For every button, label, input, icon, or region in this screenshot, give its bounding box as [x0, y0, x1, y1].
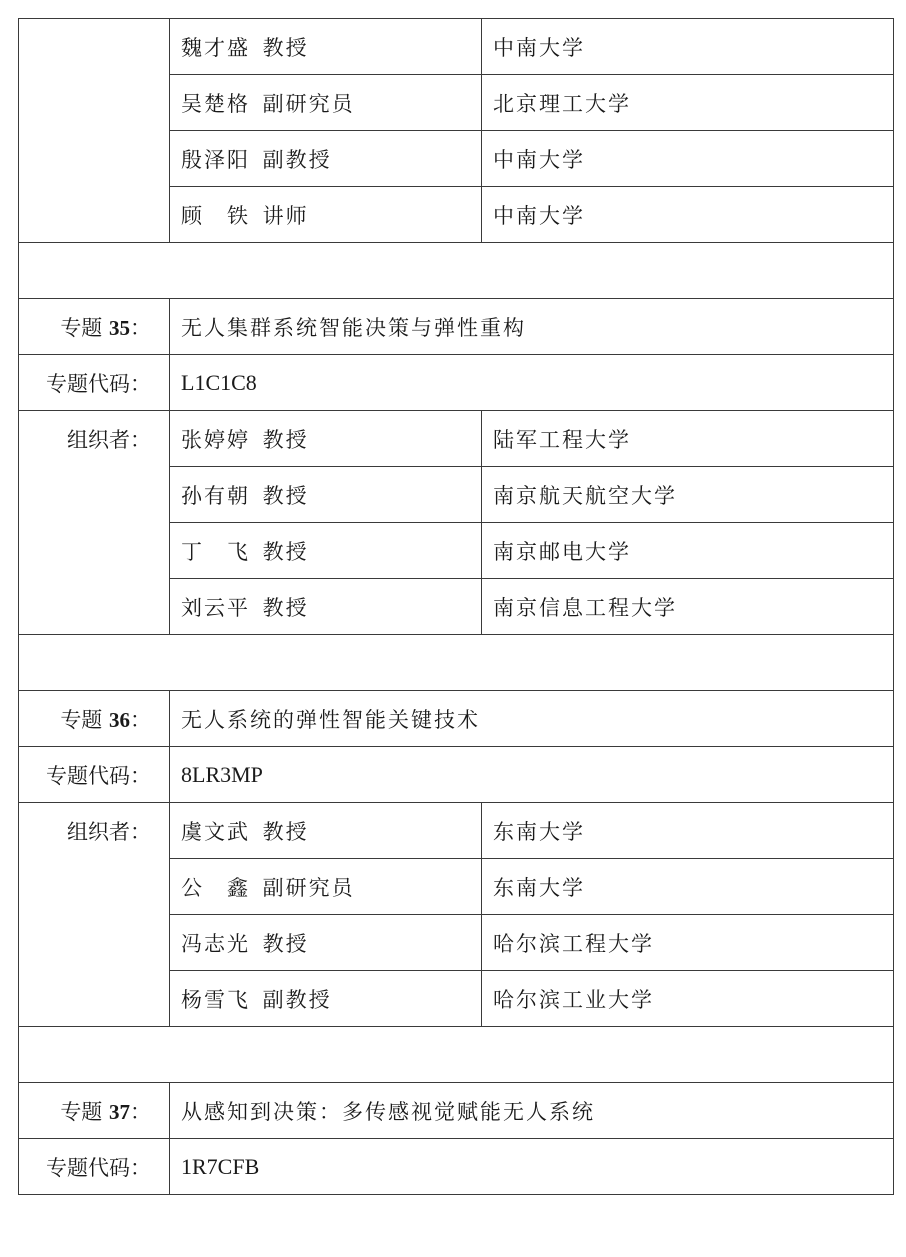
member-org: 中南大学	[482, 19, 894, 75]
organizers-label: 组织者：	[19, 411, 170, 635]
organizer-table-page	[18, 18, 893, 1195]
topic-title: 从感知到决策：多传感视觉赋能无人系统	[170, 1083, 894, 1139]
spacer-row	[19, 635, 894, 691]
organizers-label-cell-empty	[19, 19, 170, 243]
member-row	[19, 803, 894, 859]
member-org: 东南大学	[482, 859, 894, 915]
topic-code: 8LR3MP	[170, 747, 894, 803]
member-name-title: 丁 飞 教授	[170, 523, 482, 579]
spacer-row	[19, 243, 894, 299]
topic-code-label: 专题代码：	[19, 1139, 170, 1195]
member-name-title: 公 鑫 副研究员	[170, 859, 482, 915]
topic-title: 无人集群系统智能决策与弹性重构	[170, 299, 894, 355]
member-name-title: 杨雪飞 副教授	[170, 971, 482, 1027]
topic-title-row	[19, 691, 894, 747]
topic-code-row	[19, 355, 894, 411]
topic-code: L1C1C8	[170, 355, 894, 411]
member-org: 哈尔滨工程大学	[482, 915, 894, 971]
member-org: 南京信息工程大学	[482, 579, 894, 635]
member-org: 哈尔滨工业大学	[482, 971, 894, 1027]
member-row	[19, 411, 894, 467]
member-name-title: 张婷婷 教授	[170, 411, 482, 467]
spacer-row	[19, 1027, 894, 1083]
topic-title-row	[19, 299, 894, 355]
member-name-title: 顾 铁 讲师	[170, 187, 482, 243]
member-name-title: 吴楚格 副研究员	[170, 75, 482, 131]
member-name-title: 虞文武 教授	[170, 803, 482, 859]
member-name-title: 刘云平 教授	[170, 579, 482, 635]
member-name-title: 殷泽阳 副教授	[170, 131, 482, 187]
member-org: 北京理工大学	[482, 75, 894, 131]
member-name-title: 孙有朝 教授	[170, 467, 482, 523]
topic-title-row	[19, 1083, 894, 1139]
topic-code: 1R7CFB	[170, 1139, 894, 1195]
topic-code-label: 专题代码：	[19, 747, 170, 803]
topic-title: 无人系统的弹性智能关键技术	[170, 691, 894, 747]
member-org: 中南大学	[482, 187, 894, 243]
topic-label: 专题 37：	[19, 1083, 170, 1139]
topic-label: 专题 36：	[19, 691, 170, 747]
topic-code-row	[19, 1139, 894, 1195]
member-name-title: 冯志光 教授	[170, 915, 482, 971]
member-org: 中南大学	[482, 131, 894, 187]
topic-label: 专题 35：	[19, 299, 170, 355]
member-org: 南京航天航空大学	[482, 467, 894, 523]
member-org: 陆军工程大学	[482, 411, 894, 467]
topic-code-label: 专题代码：	[19, 355, 170, 411]
topic-table	[18, 18, 894, 1195]
member-name-title: 魏才盛 教授	[170, 19, 482, 75]
member-org: 东南大学	[482, 803, 894, 859]
member-row	[19, 19, 894, 75]
topic-code-row	[19, 747, 894, 803]
organizers-label: 组织者：	[19, 803, 170, 1027]
member-org: 南京邮电大学	[482, 523, 894, 579]
